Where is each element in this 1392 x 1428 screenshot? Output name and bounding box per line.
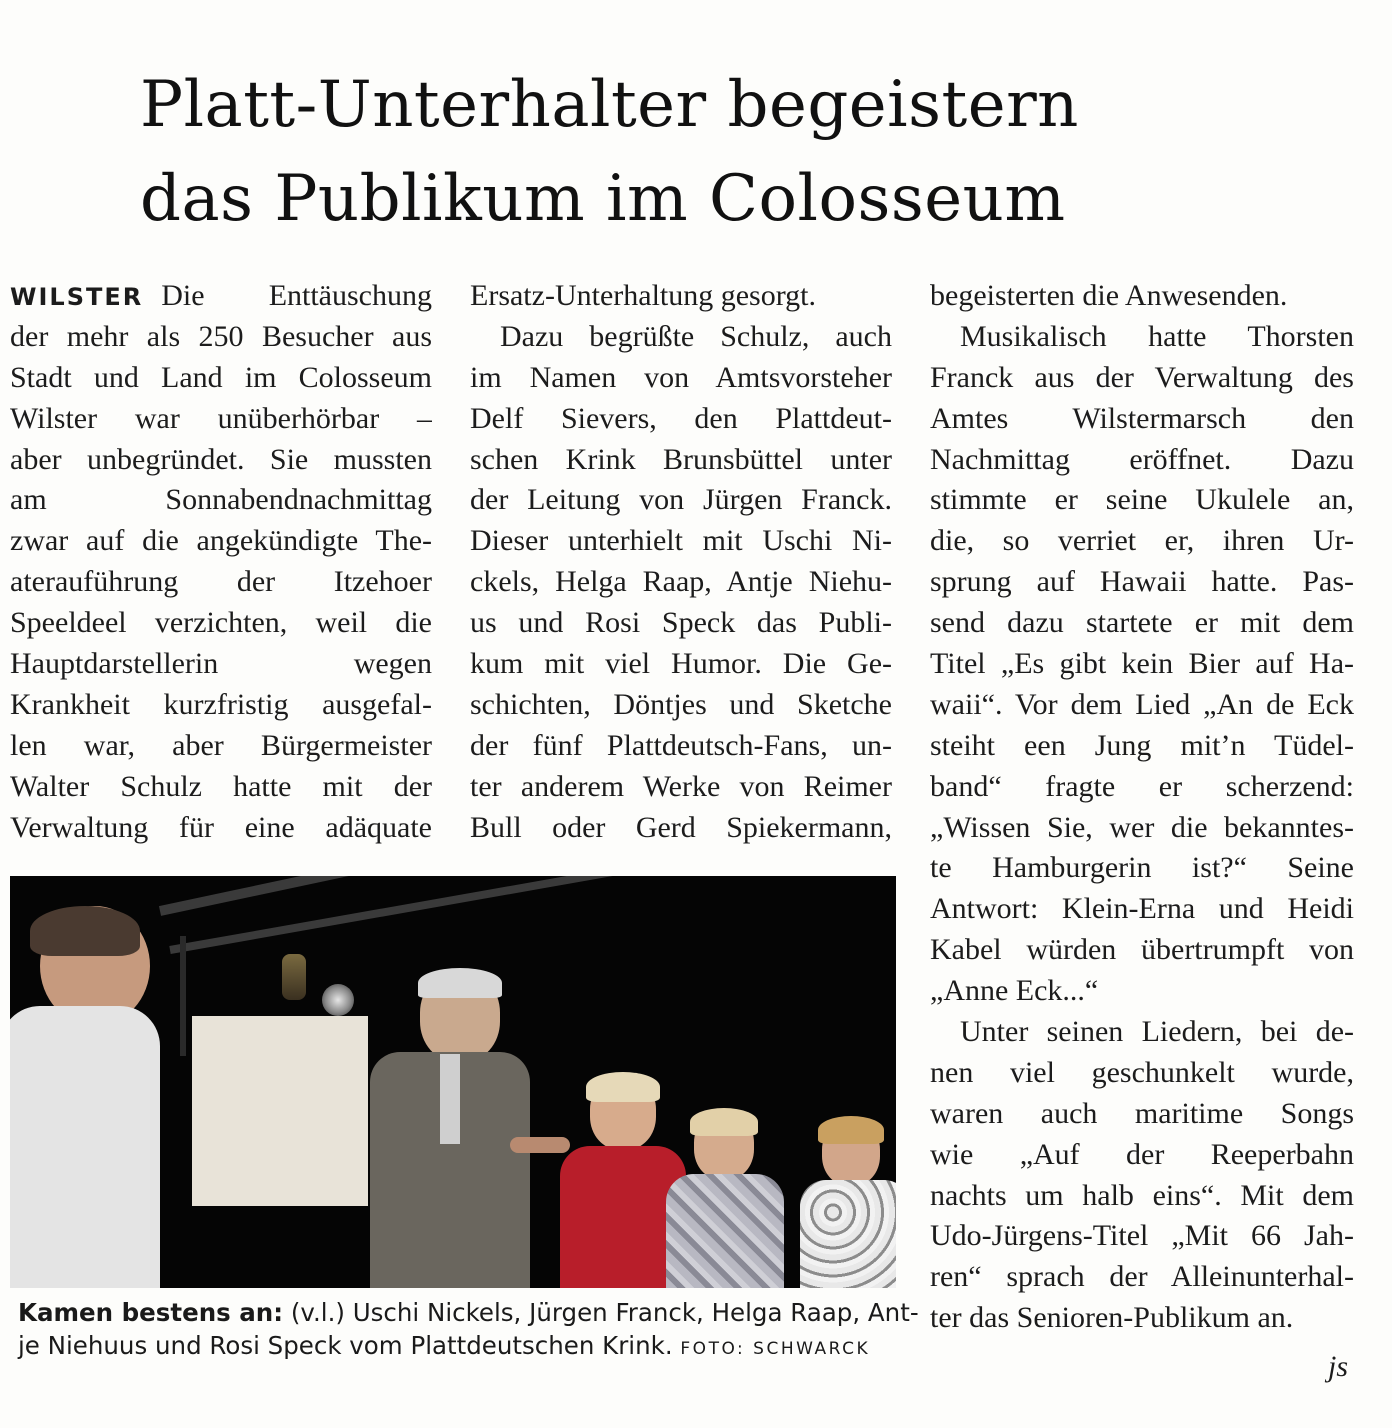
article-line: steiht een Jung mit’n Tüdel- bbox=[930, 728, 1354, 762]
projection-screen bbox=[192, 1016, 368, 1206]
article-line: Krankheit kurzfristig ausgefal- bbox=[10, 687, 432, 721]
article-line: Titel „Es gibt kein Bier auf Ha- bbox=[930, 647, 1354, 681]
article-line: Ersatz-Unterhaltung gesorgt. bbox=[470, 279, 817, 312]
lighting-truss bbox=[169, 876, 623, 954]
article-line: stimmte er seine Ukulele an, bbox=[930, 483, 1354, 517]
article-line: Franck aus der Verwaltung des bbox=[930, 360, 1354, 394]
article-line: Musikalisch hatte Thorsten bbox=[960, 319, 1354, 353]
article-line: us und Rosi Speck das Publi- bbox=[470, 606, 892, 640]
article-line: ter anderem Werke von Reimer bbox=[470, 769, 892, 803]
article-line: Kabel würden übertrumpft von bbox=[930, 933, 1354, 967]
article-line: Walter Schulz hatte mit der bbox=[10, 769, 432, 803]
caption-lead: Kamen bestens an: bbox=[18, 1298, 284, 1327]
article-line: Stadt und Land im Colosseum bbox=[10, 360, 432, 394]
article-line: Amtes Wilstermarsch den bbox=[930, 401, 1354, 435]
article-line: Wilster war unüberhörbar – bbox=[10, 401, 432, 435]
article-line: band“ fragte er scherzend: bbox=[930, 769, 1354, 803]
photo-credit: FOTO: SCHWARCK bbox=[680, 1339, 871, 1359]
article-line: aber unbegründet. Sie mussten bbox=[10, 442, 432, 476]
dateline: WILSTER bbox=[10, 283, 144, 311]
stage-photo bbox=[10, 876, 896, 1288]
article-line: send dazu startete er mit dem bbox=[930, 606, 1354, 640]
article-line: Dieser unterhielt mit Uschi Ni- bbox=[470, 524, 892, 558]
article-line: die, so verriet er, ihren Ur- bbox=[930, 524, 1354, 558]
headline-line-2: das Publikum im Colosseum bbox=[140, 162, 1066, 236]
article-column-1 bbox=[10, 276, 432, 848]
article-line: te Hamburgerin ist?“ Seine bbox=[930, 851, 1354, 885]
article-line: aterauführung der Itzehoer bbox=[10, 565, 432, 599]
person-antje-niehuus bbox=[666, 1112, 786, 1288]
article-line: Delf Sievers, den Plattdeut- bbox=[470, 401, 892, 435]
article-line: Hauptdarstellerin wegen bbox=[10, 647, 432, 681]
author-initials: js bbox=[1327, 1350, 1348, 1384]
lighting-truss bbox=[180, 936, 186, 1056]
article-line: „Wissen Sie, wer die bekanntes- bbox=[930, 810, 1354, 844]
article-line-text: Die Enttäuschung bbox=[161, 279, 432, 312]
article-column-3 bbox=[930, 276, 1354, 1388]
article-line: ren“ sprach der Alleinunterhal- bbox=[930, 1260, 1354, 1294]
article-line: sprung auf Hawaii hatte. Pas- bbox=[930, 565, 1354, 599]
article-line: begeisterten die Anwesenden. bbox=[930, 279, 1288, 312]
caption-text: je Niehuus und Rosi Speck vom Plattdeutschen Krink. bbox=[18, 1331, 673, 1360]
article-line: waren auch maritime Songs bbox=[930, 1096, 1354, 1130]
person-left bbox=[10, 906, 170, 1288]
stage-light-icon bbox=[322, 984, 354, 1016]
article-line: nachts um halb eins“. Mit dem bbox=[930, 1178, 1354, 1212]
article-line: ter das Senioren-Publikum an. bbox=[930, 1301, 1294, 1335]
article-line: der fünf Plattdeutsch-Fans, un- bbox=[470, 728, 892, 762]
article-line: Antwort: Klein-Erna und Heidi bbox=[930, 892, 1354, 926]
caption-line-2 bbox=[18, 1329, 898, 1366]
article-line: waii“. Vor dem Lied „An de Eck bbox=[930, 687, 1354, 721]
article-line: am Sonnabendnachmittag bbox=[10, 483, 432, 517]
article-line: len war, aber Bürgermeister bbox=[10, 728, 432, 762]
article-line: Nachmittag eröffnet. Dazu bbox=[930, 442, 1354, 476]
article-line: ckels, Helga Raap, Antje Niehu- bbox=[470, 565, 892, 599]
person-juergen-franck bbox=[360, 972, 560, 1288]
photo-caption bbox=[18, 1296, 919, 1366]
stage-light-icon bbox=[282, 954, 306, 1000]
article-line: Udo-Jürgens-Titel „Mit 66 Jah- bbox=[930, 1219, 1354, 1253]
article-line bbox=[10, 276, 432, 317]
article-line: Unter seinen Liedern, bei de- bbox=[960, 1015, 1354, 1049]
article-line: der Leitung von Jürgen Franck. bbox=[470, 483, 892, 517]
caption-text: (v.l.) Uschi Nickels, Jürgen Franck, Helga Raap, Ant- bbox=[283, 1298, 919, 1327]
article-column-2 bbox=[470, 276, 892, 848]
article-line: Dazu begrüßte Schulz, auch bbox=[500, 319, 892, 353]
headline bbox=[140, 58, 1250, 246]
caption-line-1 bbox=[18, 1296, 919, 1329]
article-line: zwar auf die angekündigte The- bbox=[10, 524, 432, 558]
article-line: nen viel geschunkelt wurde, bbox=[930, 1055, 1354, 1089]
headline-line-1: Platt-Unterhalter begeistern bbox=[140, 68, 1079, 142]
article-line: Bull oder Gerd Spiekermann, bbox=[470, 810, 892, 844]
article-line: der mehr als 250 Besucher aus bbox=[10, 319, 432, 353]
article-line: „Anne Eck...“ bbox=[930, 974, 1099, 1008]
article-line: wie „Auf der Reeperbahn bbox=[930, 1137, 1354, 1171]
article-line: im Namen von Amtsvorsteher bbox=[470, 360, 892, 394]
article-line: Verwaltung für eine adäquate bbox=[10, 810, 432, 844]
person-rosi-speck bbox=[800, 1120, 896, 1288]
article-line: kum mit viel Humor. Die Ge- bbox=[470, 647, 892, 681]
article-line: schichten, Döntjes und Sketche bbox=[470, 687, 892, 721]
article-line: schen Krink Brunsbüttel unter bbox=[470, 442, 892, 476]
article-line: Speeldeel verzichten, weil die bbox=[10, 606, 432, 640]
